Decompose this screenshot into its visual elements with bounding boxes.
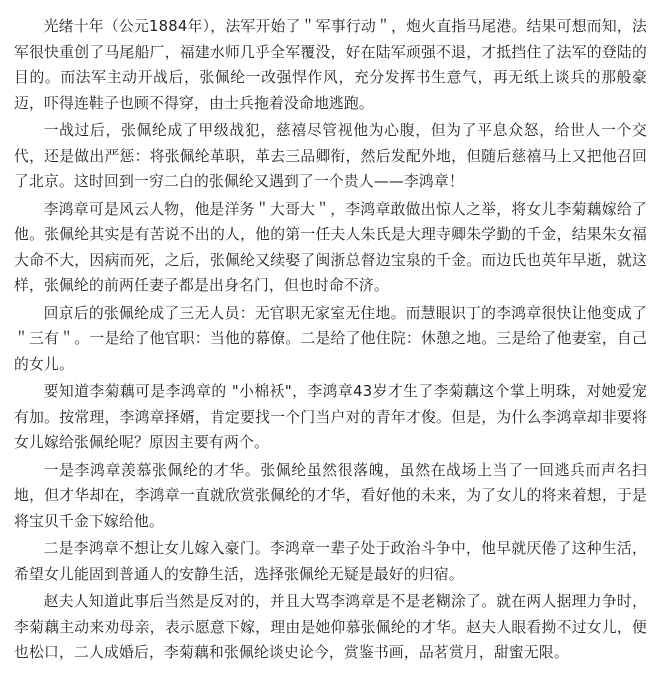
paragraph: 李鸿章可是风云人物，他是洋务＂大哥大＂，李鸿章敢做出惊人之举，将女儿李菊藕嫁给了他。张佩纶其实是有苦说不出的人，他的第一任夫人朱氏是大理寺卿朱学勤的千金，结果朱女福大命不大，因病而死，之后，张佩纶又续娶了闽浙总督边宝泉的千金。而边氏也英年早逝，就这样，张佩纶的前两任妻子都是出身名门，但也时命不济。 bbox=[14, 200, 647, 294]
paragraph: 赵夫人知道此事后当然是反对的，并且大骂李鸿章是不是老糊涂了。就在两人据理力争时，李菊藕主动来劝母亲，表示愿意下嫁，理由是她仰慕张佩纶的才华。赵夫人眼看拗不过女儿，便也松口，二人成婚后，李菊藕和张佩纶谈史论今，赏鉴书画，品茗赏月，甜蜜无限。 bbox=[14, 593, 647, 661]
paragraph: 二是李鸿章不想让女儿嫁入豪门。李鸿章一辈子处于政治斗争中，他早就厌倦了这种生活，希望女儿能固到普通人的安静生活，选择张佩纶无疑是最好的归宿。 bbox=[14, 540, 647, 583]
paragraph: 一是李鸿章羡慕张佩纶的才华。张佩纶虽然很落魄，虽然在战场上当了一回逃兵而声名扫地，但才华却在，李鸿章一直就欣赏张佩纶的才华，看好他的未来，为了女儿的将来着想，于是将宝贝千金下嫁给他。 bbox=[14, 461, 647, 530]
paragraph: 要知道李菊藕可是李鸿章的 "小棉袄"，李鸿章43岁才生了李菊藕这个掌上明珠，对她爱宠有加。按常理，李鸿章择婿，肯定要找一个门当户对的青年才俊。但是，为什么李鸿章却非要将女儿嫁给张佩纶呢？原因主要有两个。 bbox=[14, 383, 647, 451]
paragraph: 回京后的张佩纶成了三无人员：无官职无家室无住地。而慧眼识丁的李鸿章很快让他变成了＂三有＂。一是给了他官职：当他的幕僚。二是给了他住院：休憩之地。三是给了他妻室，自己的女儿。 bbox=[14, 304, 647, 373]
paragraph: 一战过后，张佩纶成了甲级战犯，慈禧尽管视他为心腹，但为了平息众怒，给世人一个交代，还是做出严惩：将张佩纶革职，革去三品卿衔，然后发配外地，但随后慈禧马上又把他召回了北京。这时回到一穷二白的张佩纶又遇到了一个贵人——李鸿章！ bbox=[14, 122, 647, 190]
paragraph: 光绪十年（公元1884年），法军开始了＂军事行动＂，炮火直指马尾港。结果可想而知，法军很快重创了马尾船厂，福建水师几乎全军覆没，好在陆军顽强不退，才抵挡住了法军的登陆的目的。而法军主动开战后，张佩纶一改强悍作风，充分发挥书生意气，再无纸上谈兵的那般豪迈，吓得连鞋子也顾不得穿，由士兵拖着没命地逃跑。 bbox=[14, 18, 647, 112]
